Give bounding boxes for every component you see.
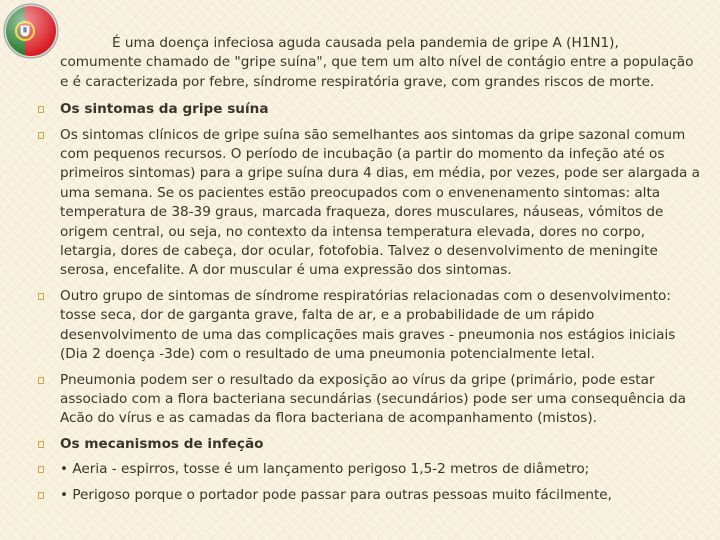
square-bullet-icon [38, 492, 44, 499]
list-item [38, 126, 702, 281]
list-item [38, 100, 702, 119]
list-item-text: • Perigoso porque o portador pode passar para outras pessoas muito fácilmente, [60, 486, 612, 503]
section-heading: Os sintomas da gripe suína [60, 101, 269, 118]
list-item [38, 435, 702, 454]
list-item [38, 371, 702, 429]
list-item-text: Outro grupo de sintomas de síndrome respiratórias relacionadas com o desenvolvimento: tosse seca, dor de garganta grave, falta de ar, e a probabilidade de um rápido desenvolvimento de uma das complicações mais graves - pneumonia nos estágios iniciais (Dia 2 doença -3de) com o resultado de uma pneumonia potencialmente letal. [60, 287, 676, 363]
square-bullet-icon [38, 466, 44, 473]
slide-body [38, 34, 702, 511]
square-bullet-icon [38, 441, 44, 448]
list-item-text: • Aeria - espirros, tosse é um lançamento perigoso 1,5-2 metros de diâmetro; [60, 461, 590, 478]
list-item-text: Pneumonia podem ser o resultado da exposição ao vírus da gripe (primário, pode estar associado com a flora bacteriana secundárias (secundários) pode ser uma consequência da Acão do vírus e as camadas da flora bacteriana de acompanhamento (mistos). [60, 371, 686, 427]
list-item [38, 460, 702, 479]
square-bullet-icon [38, 293, 44, 300]
intro-paragraph: É uma doença infeciosa aguda causada pela pandemia de gripe A (H1N1), comumente chamado de "gripe suína", que tem um alto nível de contágio entre a população e é caracterizada por febre, síndrome respiratória grave, com grandes riscos de morte. [60, 35, 694, 90]
list-item-text: Os sintomas clínicos de gripe suína são semelhantes aos sintomas da gripe sazonal comum com pequenos recursos. O período de incubação (a partir do momento da infeção até os primeiros sintomas) para a gripe suína dura 4 dias, em média, por vezes, pode ser alargada a uma semana. Se os pacientes estão preocupados com o envenenamento sintomas: alta temperatura de 38-39 graus, marcada fraqueza, dores musculares, náuseas, vómitos de origem central, ou seja, no contexto da intensa temperatura elevada, dores no corpo, letargia, dores de cabeça, dor ocular, fotofobia. Talvez o desenvolvimento de meningite serosa, encefalite. A dor muscular é uma expressão dos sintomas. [60, 126, 700, 279]
square-bullet-icon [38, 377, 44, 384]
square-bullet-icon [38, 132, 44, 139]
list-item [38, 486, 702, 505]
section-heading: Os mecanismos de infeção [60, 435, 264, 452]
bullet-list [38, 100, 702, 505]
list-item [38, 287, 702, 365]
square-bullet-icon [38, 106, 44, 113]
